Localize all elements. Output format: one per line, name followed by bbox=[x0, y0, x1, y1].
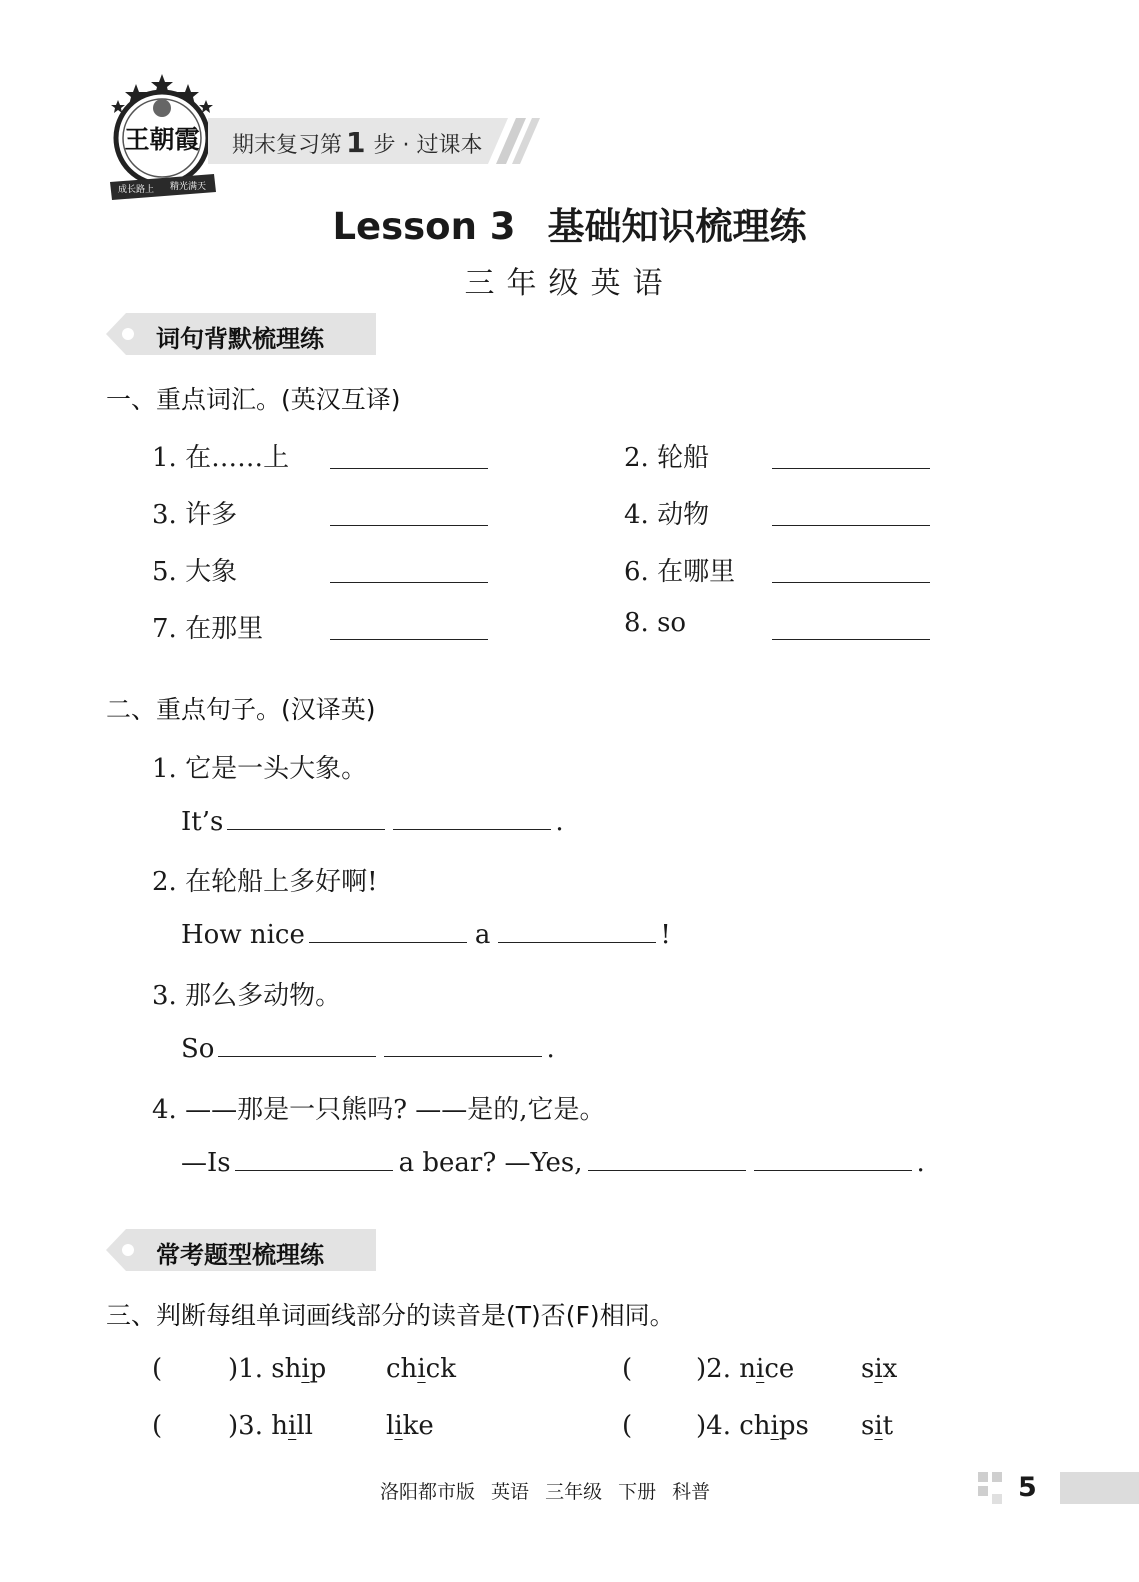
lesson-topic: 基础知识梳理练 bbox=[547, 205, 807, 248]
s3-blank-1[interactable] bbox=[218, 1032, 376, 1057]
w-underlined: i bbox=[301, 1354, 310, 1384]
w-post: ps bbox=[778, 1411, 809, 1441]
w-pre: n bbox=[739, 1354, 756, 1384]
phonics-item-1 bbox=[228, 1354, 326, 1384]
lesson-label: Lesson 3 bbox=[332, 205, 516, 248]
w-pre: s bbox=[861, 1411, 875, 1441]
phonics-item-2 bbox=[696, 1354, 794, 1384]
vocab-blank-1[interactable] bbox=[330, 468, 488, 469]
w-underlined: i bbox=[417, 1354, 426, 1384]
logo-name: 王朝霞 bbox=[124, 125, 200, 154]
section-tag-exam bbox=[106, 1229, 376, 1271]
vocab-item-4: 4. 动物 bbox=[624, 500, 710, 530]
step-banner bbox=[232, 126, 482, 159]
sentence-4-en bbox=[181, 1146, 925, 1178]
vocab-blank-6[interactable] bbox=[772, 582, 930, 583]
w-pre: l bbox=[386, 1411, 395, 1441]
s3-end: . bbox=[546, 1034, 555, 1064]
vocab-item-2: 2. 轮船 bbox=[624, 443, 710, 473]
w-post: ck bbox=[425, 1354, 456, 1384]
phonics-word-1b bbox=[386, 1354, 456, 1384]
s4-end: . bbox=[916, 1148, 925, 1178]
phonics-paren-open: ( bbox=[622, 1411, 633, 1441]
s1-start: It’s bbox=[181, 807, 224, 837]
sentence-2-cn: 2. 在轮船上多好啊! bbox=[152, 867, 378, 897]
w-underlined: i bbox=[874, 1354, 883, 1384]
vocab-item-7: 7. 在那里 bbox=[152, 614, 264, 644]
phonics-paren-open: ( bbox=[152, 1411, 163, 1441]
paren-close: ) bbox=[696, 1411, 707, 1441]
vocab-blank-4[interactable] bbox=[772, 525, 930, 526]
vocab-item-6: 6. 在哪里 bbox=[624, 557, 736, 587]
w-post: ce bbox=[764, 1354, 795, 1384]
phonics-item-3 bbox=[228, 1411, 313, 1441]
sentence-3-en bbox=[181, 1032, 555, 1064]
vocab-item-5: 5. 大象 bbox=[152, 557, 238, 587]
w-pre: h bbox=[271, 1411, 288, 1441]
s4-blank-2[interactable] bbox=[588, 1146, 746, 1171]
s2-blank-2[interactable] bbox=[498, 918, 656, 943]
w-pre: sh bbox=[271, 1354, 302, 1384]
footer-edition: 洛阳都市版 英语 三年级 下册 科普 bbox=[380, 1481, 711, 1503]
step-number: 1 bbox=[346, 126, 366, 159]
w-underlined: i bbox=[287, 1411, 297, 1441]
s1-end: . bbox=[555, 807, 564, 837]
w-underlined: i bbox=[874, 1411, 883, 1441]
page-title bbox=[0, 196, 1139, 250]
vocab-blank-7[interactable] bbox=[330, 639, 488, 640]
sentence-1-cn: 1. 它是一头大象。 bbox=[152, 754, 368, 784]
item-num: 4. bbox=[706, 1411, 731, 1441]
s4-blank-3[interactable] bbox=[754, 1146, 912, 1171]
phonics-answer-1[interactable] bbox=[176, 1354, 226, 1386]
item-num: 3. bbox=[238, 1411, 263, 1441]
s2-end: ! bbox=[660, 920, 671, 950]
vocab-item-8: 8. so bbox=[624, 608, 687, 638]
brand-logo bbox=[106, 70, 218, 200]
sentence-1-en bbox=[181, 805, 564, 837]
vocab-blank-3[interactable] bbox=[330, 525, 488, 526]
page-number: 5 bbox=[1018, 1472, 1037, 1503]
sentence-3-cn: 3. 那么多动物。 bbox=[152, 981, 342, 1011]
s2-start: How nice bbox=[181, 920, 305, 950]
s4-mid: a bear? —Yes, bbox=[398, 1148, 583, 1178]
sentence-2-en bbox=[181, 918, 671, 950]
w-underlined: i bbox=[755, 1354, 765, 1384]
vocab-blank-2[interactable] bbox=[772, 468, 930, 469]
section-tag-recite bbox=[106, 313, 376, 355]
part3-heading: 三、判断每组单词画线部分的读音是(T)否(F)相同。 bbox=[106, 1301, 675, 1330]
w-post: ke bbox=[402, 1411, 434, 1441]
phonics-paren-open: ( bbox=[152, 1354, 163, 1384]
w-post: p bbox=[309, 1354, 327, 1384]
section-tag-label: 常考题型梳理练 bbox=[156, 1241, 324, 1269]
phonics-item-4 bbox=[696, 1411, 809, 1441]
page-bar bbox=[1060, 1472, 1139, 1504]
w-post: x bbox=[882, 1354, 898, 1384]
s2-mid: a bbox=[474, 920, 491, 950]
s3-start: So bbox=[181, 1034, 215, 1064]
phonics-word-2b bbox=[861, 1354, 897, 1384]
paren-close: ) bbox=[696, 1354, 707, 1384]
w-pre: ch bbox=[386, 1354, 418, 1384]
sentence-4-cn: 4. ——那是一只熊吗? ——是的,它是。 bbox=[152, 1095, 606, 1125]
vocab-item-1: 1. 在……上 bbox=[152, 443, 290, 473]
phonics-paren-open: ( bbox=[622, 1354, 633, 1384]
w-post: ll bbox=[296, 1411, 313, 1441]
s4-blank-1[interactable] bbox=[235, 1146, 393, 1171]
phonics-answer-3[interactable] bbox=[176, 1411, 226, 1443]
part1-heading: 一、重点词汇。(英汉互译) bbox=[106, 385, 401, 414]
phonics-answer-4[interactable] bbox=[646, 1411, 696, 1443]
part2-heading: 二、重点句子。(汉译英) bbox=[106, 695, 376, 724]
phonics-word-3b bbox=[386, 1411, 434, 1441]
paren-close: ) bbox=[228, 1411, 239, 1441]
s1-blank-1[interactable] bbox=[227, 805, 385, 830]
phonics-word-4b bbox=[861, 1411, 893, 1441]
vocab-blank-8[interactable] bbox=[772, 639, 930, 640]
vocab-item-3: 3. 许多 bbox=[152, 500, 238, 530]
step-suffix: 步 · 过课本 bbox=[373, 133, 483, 158]
s1-blank-2[interactable] bbox=[393, 805, 551, 830]
w-post: t bbox=[882, 1411, 894, 1441]
section-tag-label: 词句背默梳理练 bbox=[156, 325, 324, 353]
item-num: 1. bbox=[238, 1354, 263, 1384]
w-pre: ch bbox=[739, 1411, 771, 1441]
s2-blank-1[interactable] bbox=[309, 918, 467, 943]
logo-motto-right: 精光满天 bbox=[169, 182, 207, 192]
w-pre: s bbox=[861, 1354, 875, 1384]
phonics-answer-2[interactable] bbox=[646, 1354, 696, 1386]
item-num: 2. bbox=[706, 1354, 731, 1384]
step-prefix: 期末复习第 bbox=[232, 133, 343, 158]
paren-close: ) bbox=[228, 1354, 239, 1384]
s3-blank-2[interactable] bbox=[384, 1032, 542, 1057]
w-underlined: i bbox=[394, 1411, 403, 1441]
page-subtitle: 三年级英语 bbox=[464, 266, 675, 301]
logo-motto-left: 成长路上 bbox=[117, 185, 155, 195]
w-underlined: i bbox=[770, 1411, 779, 1441]
vocab-blank-5[interactable] bbox=[330, 582, 488, 583]
s4-start: —Is bbox=[181, 1148, 231, 1178]
